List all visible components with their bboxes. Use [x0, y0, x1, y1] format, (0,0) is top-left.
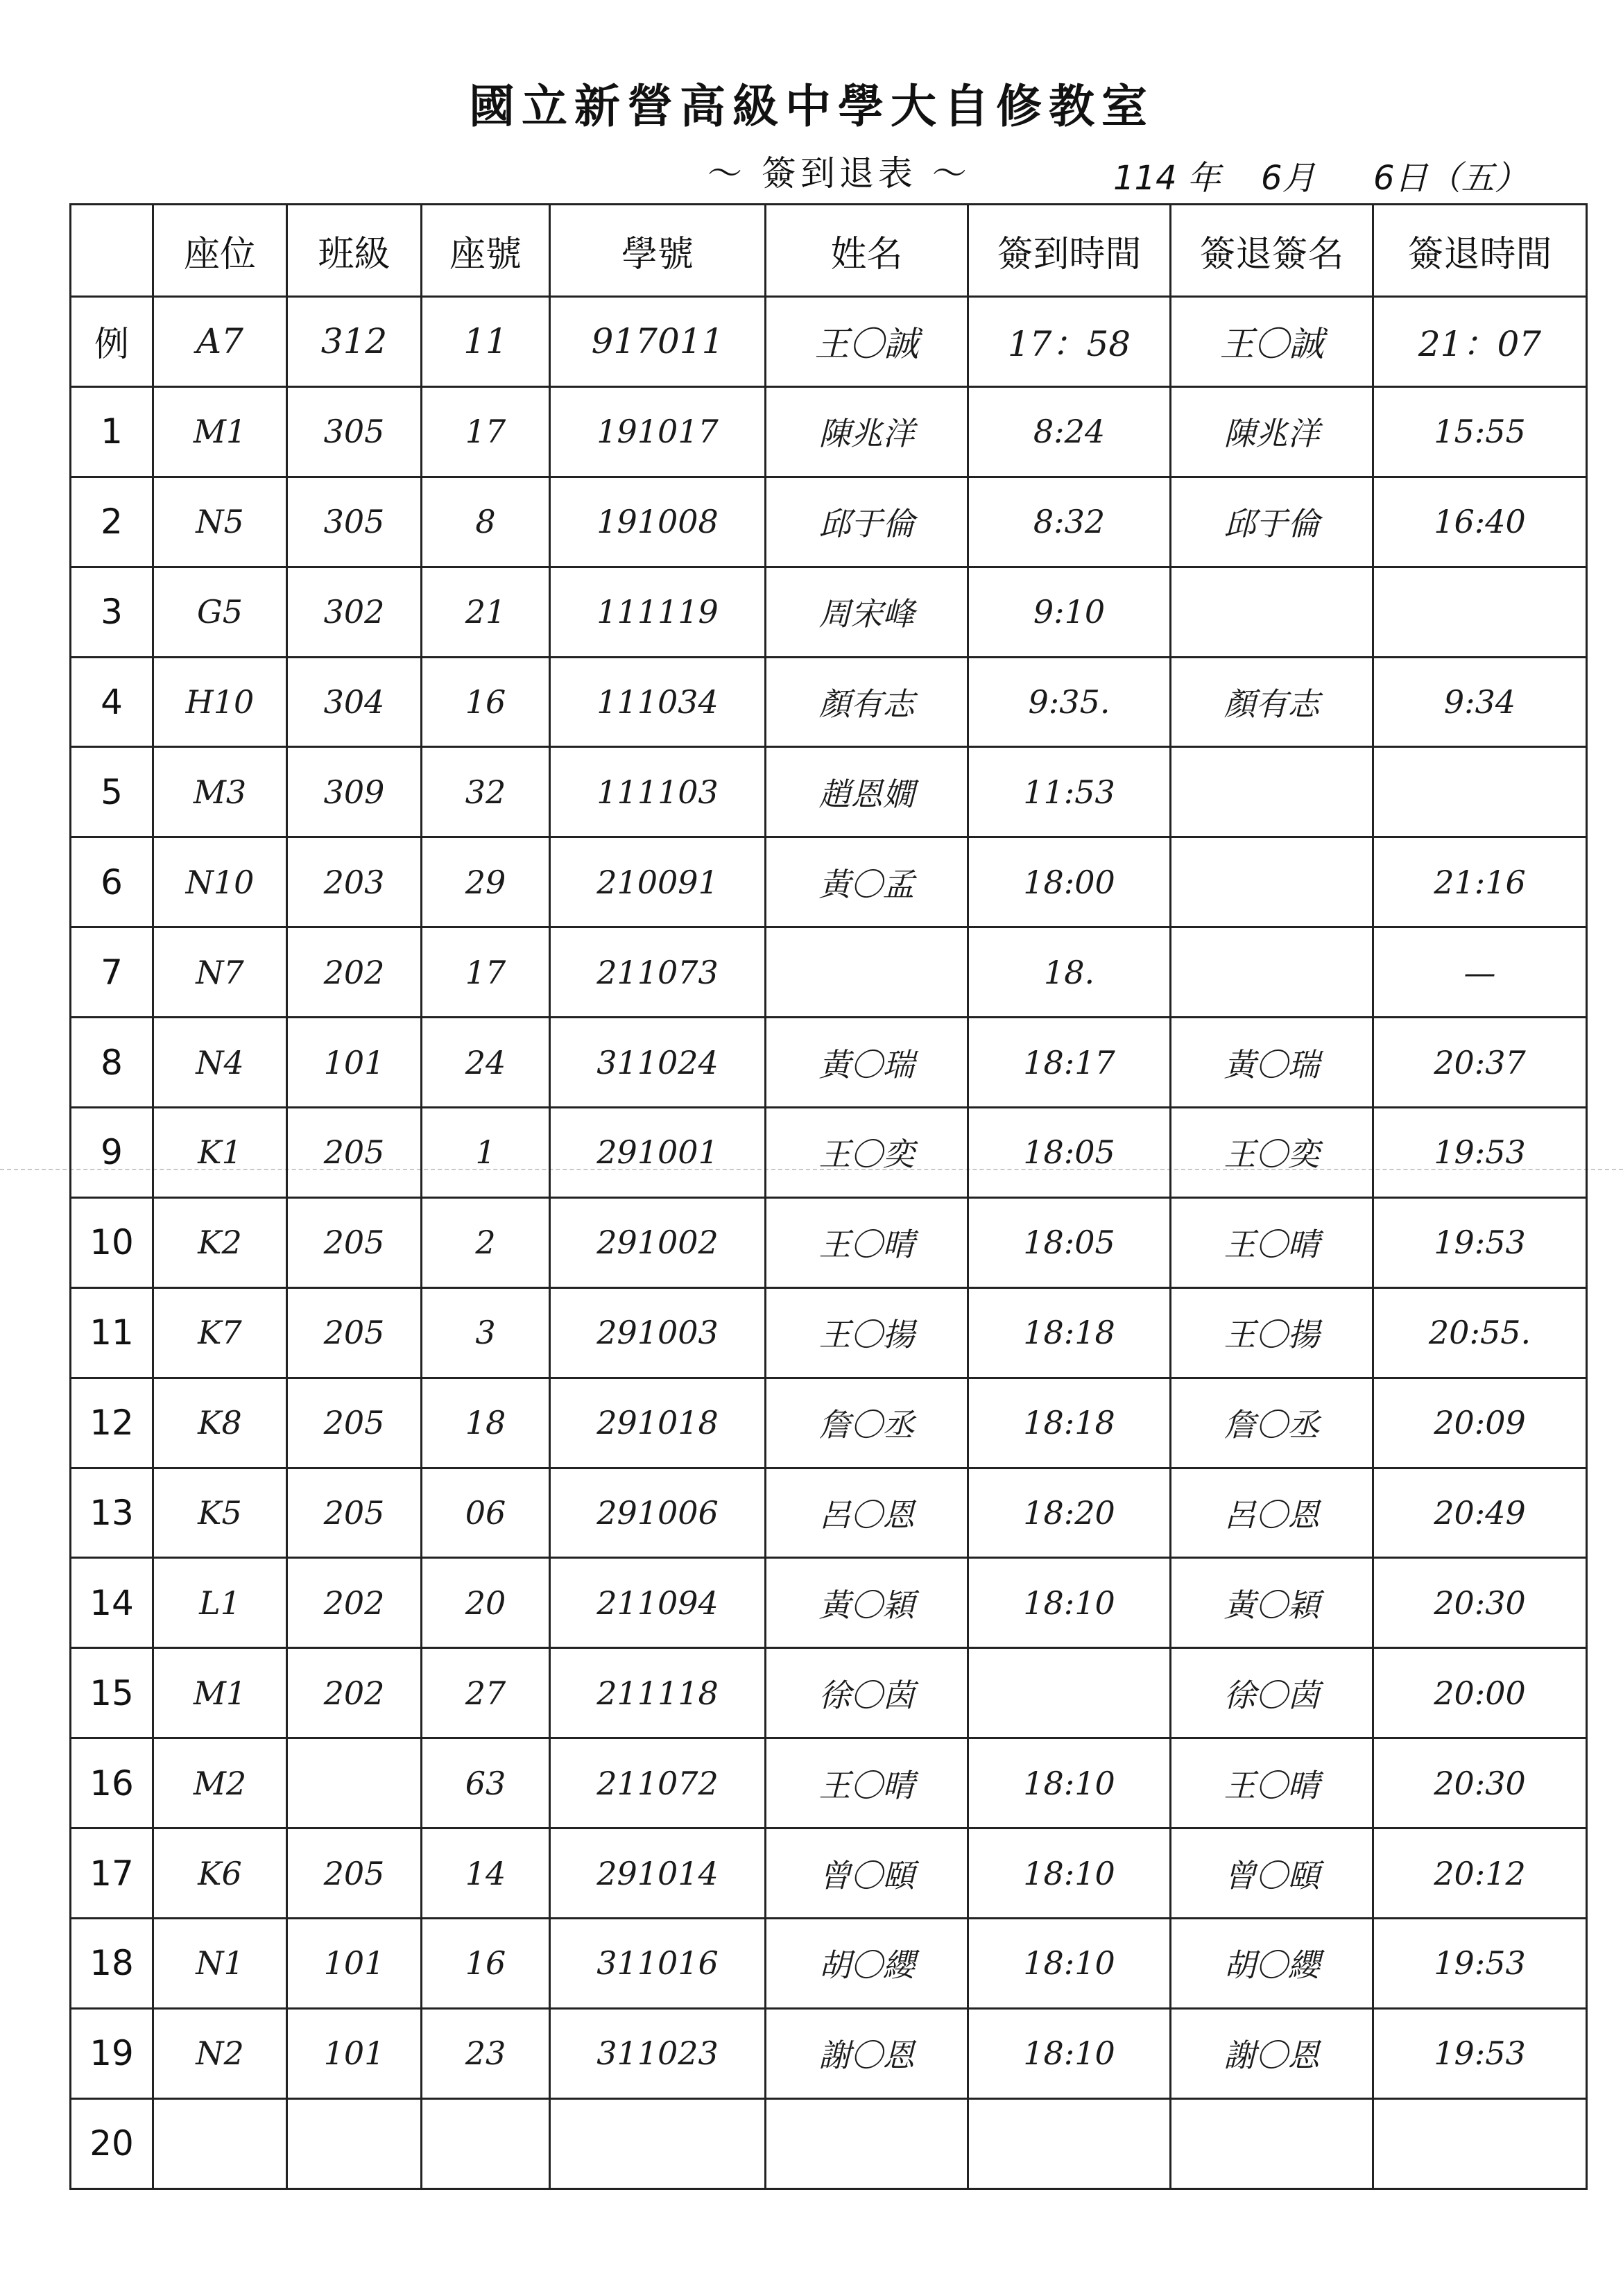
name-cell: 陳兆洋	[766, 386, 968, 477]
seat-cell: N2	[153, 2008, 287, 2098]
seat-number-cell: 16	[422, 1919, 550, 2009]
row-index: 7	[71, 927, 153, 1018]
table-row	[71, 1018, 1587, 1108]
seat-number-cell: 63	[422, 1738, 550, 1828]
student-id-cell: 311023	[550, 2008, 766, 2098]
sign-in-time-cell: 18:10	[968, 1738, 1171, 1828]
sign-out-time-cell: 20:30	[1373, 1738, 1587, 1828]
student-id-cell: 211118	[550, 1648, 766, 1738]
student-id-cell: 191017	[550, 386, 766, 477]
sign-in-time-cell: 17：58	[968, 297, 1171, 387]
table-row	[71, 747, 1587, 837]
class-cell: 202	[287, 927, 422, 1018]
sign-in-time-cell: 18:00	[968, 837, 1171, 927]
seat-cell: N7	[153, 927, 287, 1018]
row-index: 8	[71, 1018, 153, 1108]
table-row	[71, 1287, 1587, 1378]
row-index: 4	[71, 657, 153, 747]
seat-cell: N1	[153, 1919, 287, 2009]
name-cell	[766, 2098, 968, 2188]
header-row	[71, 205, 1587, 297]
class-cell: 205	[287, 1108, 422, 1198]
class-cell: 205	[287, 1378, 422, 1468]
col-header-class: 班級	[287, 205, 422, 297]
class-cell	[287, 2098, 422, 2188]
sign-out-signature-cell: 王〇晴	[1171, 1738, 1373, 1828]
sign-in-time-cell: 18:05	[968, 1197, 1171, 1287]
sign-out-time-cell: 20:49	[1373, 1468, 1587, 1558]
col-header-student-id: 學號	[550, 205, 766, 297]
sign-out-signature-cell: 詹〇丞	[1171, 1378, 1373, 1468]
date-month: 6月	[1261, 159, 1316, 198]
sign-out-time-cell: —	[1373, 927, 1587, 1018]
seat-number-cell: 23	[422, 2008, 550, 2098]
sign-out-signature-cell	[1171, 567, 1373, 657]
name-cell: 呂〇恩	[766, 1468, 968, 1558]
student-id-cell: 291001	[550, 1108, 766, 1198]
table-row	[71, 1738, 1587, 1828]
class-cell: 205	[287, 1468, 422, 1558]
row-index: 12	[71, 1378, 153, 1468]
sign-in-time-cell: 8:32	[968, 477, 1171, 567]
sign-in-time-cell: 18:10	[968, 1919, 1171, 2009]
table-row	[71, 1468, 1587, 1558]
student-id-cell	[550, 2098, 766, 2188]
sign-out-time-cell	[1373, 567, 1587, 657]
name-cell: 趙恩嫺	[766, 747, 968, 837]
seat-number-cell: 2	[422, 1197, 550, 1287]
sign-out-time-cell: 20:30	[1373, 1558, 1587, 1648]
sign-out-signature-cell	[1171, 837, 1373, 927]
sign-out-signature-cell: 黃〇穎	[1171, 1558, 1373, 1648]
seat-number-cell: 32	[422, 747, 550, 837]
sign-out-signature-cell: 王〇奕	[1171, 1108, 1373, 1198]
name-cell: 黃〇孟	[766, 837, 968, 927]
student-id-cell: 291002	[550, 1197, 766, 1287]
class-cell: 205	[287, 1828, 422, 1919]
sign-out-signature-cell: 顏有志	[1171, 657, 1373, 747]
row-index: 16	[71, 1738, 153, 1828]
name-cell: 顏有志	[766, 657, 968, 747]
sign-out-signature-cell: 呂〇恩	[1171, 1468, 1373, 1558]
class-cell: 312	[287, 297, 422, 387]
class-cell: 302	[287, 567, 422, 657]
seat-number-cell: 17	[422, 927, 550, 1018]
seat-number-cell	[422, 2098, 550, 2188]
sign-in-time-cell: 18.	[968, 927, 1171, 1018]
sign-out-time-cell: 19:53	[1373, 1919, 1587, 2009]
class-cell: 203	[287, 837, 422, 927]
sign-out-time-cell: 9:34	[1373, 657, 1587, 747]
seat-number-cell: 1	[422, 1108, 550, 1198]
seat-cell: N5	[153, 477, 287, 567]
seat-number-cell: 06	[422, 1468, 550, 1558]
table-body	[71, 297, 1587, 2189]
seat-cell: M3	[153, 747, 287, 837]
class-cell: 101	[287, 1919, 422, 2009]
name-cell: 王〇揚	[766, 1287, 968, 1378]
sign-out-signature-cell: 王〇誠	[1171, 297, 1373, 387]
class-cell	[287, 1738, 422, 1828]
seat-cell: K1	[153, 1108, 287, 1198]
row-index: 19	[71, 2008, 153, 2098]
seat-cell: M1	[153, 386, 287, 477]
table-row	[71, 567, 1587, 657]
student-id-cell: 917011	[550, 297, 766, 387]
seat-number-cell: 17	[422, 386, 550, 477]
table-row	[71, 1378, 1587, 1468]
student-id-cell: 111119	[550, 567, 766, 657]
sign-in-time-cell: 18:18	[968, 1287, 1171, 1378]
col-header-sign-in-time: 簽到時間	[968, 205, 1171, 297]
col-header-sign-out-signature: 簽退簽名	[1171, 205, 1373, 297]
sign-out-signature-cell: 王〇晴	[1171, 1197, 1373, 1287]
table-row	[71, 1919, 1587, 2009]
sign-in-time-cell: 18:10	[968, 1558, 1171, 1648]
sign-in-time-cell: 18:20	[968, 1468, 1171, 1558]
class-cell: 305	[287, 386, 422, 477]
sign-in-time-cell: 11:53	[968, 747, 1171, 837]
sign-in-time-cell	[968, 1648, 1171, 1738]
seat-cell	[153, 2098, 287, 2188]
table-row	[71, 657, 1587, 747]
name-cell: 王〇晴	[766, 1738, 968, 1828]
sign-out-time-cell: 15:55	[1373, 386, 1587, 477]
student-id-cell: 291003	[550, 1287, 766, 1378]
name-cell: 胡〇纓	[766, 1919, 968, 2009]
class-cell: 305	[287, 477, 422, 567]
sign-out-time-cell: 16:40	[1373, 477, 1587, 567]
seat-number-cell: 8	[422, 477, 550, 567]
name-cell: 徐〇茵	[766, 1648, 968, 1738]
sign-out-time-cell: 20:00	[1373, 1648, 1587, 1738]
sign-out-time-cell	[1373, 2098, 1587, 2188]
row-index: 5	[71, 747, 153, 837]
sign-out-signature-cell: 陳兆洋	[1171, 386, 1373, 477]
date-day: 6日（五）	[1373, 159, 1528, 198]
class-cell: 205	[287, 1197, 422, 1287]
table-row	[71, 1648, 1587, 1738]
sign-out-time-cell: 21:16	[1373, 837, 1587, 927]
row-index: 9	[71, 1108, 153, 1198]
row-index: 20	[71, 2098, 153, 2188]
seat-number-cell: 11	[422, 297, 550, 387]
seat-cell: K7	[153, 1287, 287, 1378]
student-id-cell: 210091	[550, 837, 766, 927]
student-id-cell: 291006	[550, 1468, 766, 1558]
row-index: 18	[71, 1919, 153, 2009]
sign-out-time-cell: 20:09	[1373, 1378, 1587, 1468]
row-index: 11	[71, 1287, 153, 1378]
table-row	[71, 386, 1587, 477]
name-cell: 王〇誠	[766, 297, 968, 387]
student-id-cell: 211073	[550, 927, 766, 1018]
name-cell: 黃〇瑞	[766, 1018, 968, 1108]
seat-number-cell: 29	[422, 837, 550, 927]
sign-out-time-cell: 20:55.	[1373, 1287, 1587, 1378]
sheet-subtitle: ～ 簽到退表 ～	[707, 153, 971, 194]
name-cell: 邱于倫	[766, 477, 968, 567]
class-cell: 202	[287, 1648, 422, 1738]
row-index: 例	[71, 297, 153, 387]
class-cell: 309	[287, 747, 422, 837]
table-row	[71, 1197, 1587, 1287]
row-index: 1	[71, 386, 153, 477]
sign-out-signature-cell: 黃〇瑞	[1171, 1018, 1373, 1108]
class-cell: 101	[287, 2008, 422, 2098]
seat-cell: N4	[153, 1018, 287, 1108]
table-row	[71, 1828, 1587, 1919]
name-cell: 謝〇恩	[766, 2008, 968, 2098]
sign-out-signature-cell: 胡〇纓	[1171, 1919, 1373, 2009]
row-index: 2	[71, 477, 153, 567]
seat-cell: G5	[153, 567, 287, 657]
sign-out-signature-cell	[1171, 927, 1373, 1018]
seat-cell: M1	[153, 1648, 287, 1738]
row-index: 15	[71, 1648, 153, 1738]
example-row	[71, 297, 1587, 387]
student-id-cell: 111034	[550, 657, 766, 747]
seat-cell: K5	[153, 1468, 287, 1558]
class-cell: 202	[287, 1558, 422, 1648]
sign-in-time-cell: 9:35.	[968, 657, 1171, 747]
name-cell: 黃〇穎	[766, 1558, 968, 1648]
row-index: 3	[71, 567, 153, 657]
table-row	[71, 927, 1587, 1018]
sign-in-time-cell: 9:10	[968, 567, 1171, 657]
col-header-index	[71, 205, 153, 297]
sign-out-time-cell: 20:37	[1373, 1018, 1587, 1108]
row-index: 13	[71, 1468, 153, 1558]
class-cell: 205	[287, 1287, 422, 1378]
sign-out-signature-cell: 徐〇茵	[1171, 1648, 1373, 1738]
name-cell: 王〇晴	[766, 1197, 968, 1287]
sign-out-time-cell	[1373, 747, 1587, 837]
table-row	[71, 837, 1587, 927]
seat-cell: N10	[153, 837, 287, 927]
seat-cell: A7	[153, 297, 287, 387]
name-cell	[766, 927, 968, 1018]
sign-out-time-cell: 19:53	[1373, 1108, 1587, 1198]
name-cell: 周宋峰	[766, 567, 968, 657]
row-index: 6	[71, 837, 153, 927]
col-header-seat-number: 座號	[422, 205, 550, 297]
name-cell: 曾〇頤	[766, 1828, 968, 1919]
sign-out-time-cell: 19:53	[1373, 2008, 1587, 2098]
student-id-cell: 291018	[550, 1378, 766, 1468]
seat-cell: M2	[153, 1738, 287, 1828]
row-index: 17	[71, 1828, 153, 1919]
sign-in-time-cell: 8:24	[968, 386, 1171, 477]
seat-cell: H10	[153, 657, 287, 747]
seat-number-cell: 3	[422, 1287, 550, 1378]
seat-number-cell: 18	[422, 1378, 550, 1468]
sign-out-signature-cell	[1171, 2098, 1373, 2188]
seat-cell: K2	[153, 1197, 287, 1287]
student-id-cell: 311016	[550, 1919, 766, 2009]
sign-in-time-cell: 18:10	[968, 1828, 1171, 1919]
student-id-cell: 111103	[550, 747, 766, 837]
date-year: 114 年	[1113, 159, 1221, 198]
student-id-cell: 211094	[550, 1558, 766, 1648]
sign-out-time-cell: 19:53	[1373, 1197, 1587, 1287]
student-id-cell: 211072	[550, 1738, 766, 1828]
seat-cell: K8	[153, 1378, 287, 1468]
seat-number-cell: 21	[422, 567, 550, 657]
sheet-title: 國立新營高級中學大自修教室	[469, 79, 1154, 133]
table-row	[71, 477, 1587, 567]
col-header-name: 姓名	[766, 205, 968, 297]
student-id-cell: 191008	[550, 477, 766, 567]
class-cell: 304	[287, 657, 422, 747]
table-row	[71, 2098, 1587, 2188]
sign-out-signature-cell	[1171, 747, 1373, 837]
name-cell: 王〇奕	[766, 1108, 968, 1198]
row-index: 14	[71, 1558, 153, 1648]
seat-cell: L1	[153, 1558, 287, 1648]
seat-number-cell: 24	[422, 1018, 550, 1108]
seat-cell: K6	[153, 1828, 287, 1919]
sign-out-signature-cell: 曾〇頤	[1171, 1828, 1373, 1919]
row-index: 10	[71, 1197, 153, 1287]
sign-in-time-cell: 18:10	[968, 2008, 1171, 2098]
seat-number-cell: 16	[422, 657, 550, 747]
sign-out-time-cell: 20:12	[1373, 1828, 1587, 1919]
sign-out-signature-cell: 王〇揚	[1171, 1287, 1373, 1378]
class-cell: 101	[287, 1018, 422, 1108]
sign-in-time-cell: 18:17	[968, 1018, 1171, 1108]
sign-out-time-cell: 21：07	[1373, 297, 1587, 387]
seat-number-cell: 20	[422, 1558, 550, 1648]
sign-in-time-cell: 18:18	[968, 1378, 1171, 1468]
table-row	[71, 1108, 1587, 1198]
sign-in-table	[69, 203, 1588, 2190]
sign-out-signature-cell: 謝〇恩	[1171, 2008, 1373, 2098]
sign-out-signature-cell: 邱于倫	[1171, 477, 1373, 567]
table-row	[71, 1558, 1587, 1648]
sign-in-time-cell	[968, 2098, 1171, 2188]
seat-number-cell: 27	[422, 1648, 550, 1738]
student-id-cell: 291014	[550, 1828, 766, 1919]
seat-number-cell: 14	[422, 1828, 550, 1919]
col-header-sign-out-time: 簽退時間	[1373, 205, 1587, 297]
name-cell: 詹〇丞	[766, 1378, 968, 1468]
sign-in-time-cell: 18:05	[968, 1108, 1171, 1198]
table-row	[71, 2008, 1587, 2098]
student-id-cell: 311024	[550, 1018, 766, 1108]
col-header-seat: 座位	[153, 205, 287, 297]
